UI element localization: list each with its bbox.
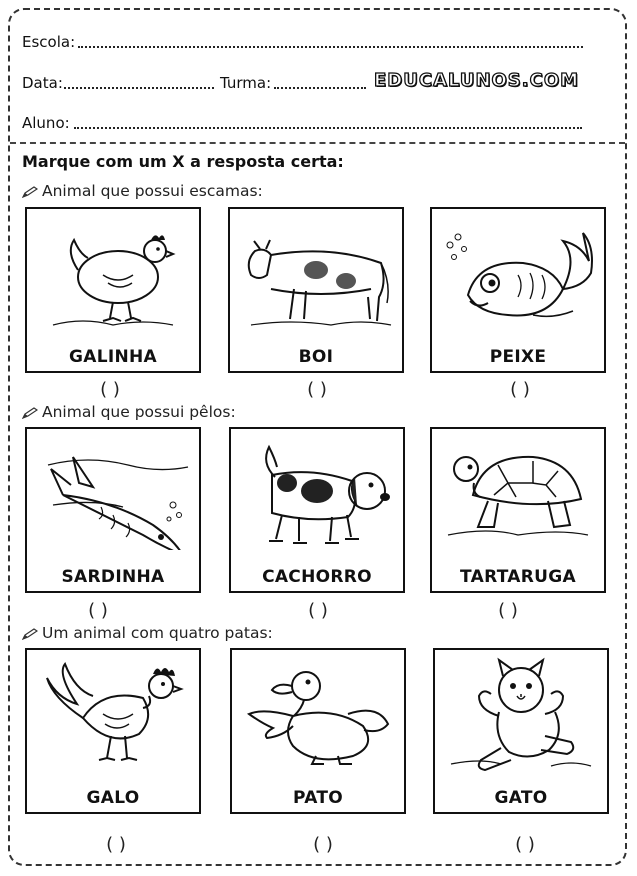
question-3-prompt: Um animal com quatro patas: [42, 624, 273, 642]
option-card-sardinha[interactable] [25, 427, 201, 593]
data-field[interactable] [64, 87, 214, 89]
data-label: Data: [22, 74, 63, 92]
answer-box[interactable]: ( ) [515, 834, 535, 855]
option-card-galinha[interactable] [25, 207, 201, 373]
answer-box[interactable]: ( ) [308, 600, 328, 621]
question-1-prompt: Animal que possui escamas: [42, 182, 263, 200]
option-label: PEIXE [489, 347, 547, 367]
instruction-text: Marque com um X a resposta certa: [22, 152, 344, 171]
hen-icon [33, 215, 193, 330]
rooster-icon [33, 656, 193, 771]
answer-box[interactable]: ( ) [88, 600, 108, 621]
escola-label: Escola: [22, 33, 76, 51]
option-label: GALO [86, 788, 140, 808]
header-separator [10, 142, 625, 144]
duck-icon [238, 656, 398, 771]
sardine-icon [33, 435, 193, 550]
turma-label: Turma: [220, 74, 272, 92]
option-card-gato[interactable] [433, 648, 609, 814]
cat-icon [441, 656, 601, 771]
question-1 [22, 182, 263, 202]
question-3 [22, 624, 273, 644]
fish-icon [438, 215, 598, 330]
aluno-field[interactable] [74, 127, 582, 129]
option-card-peixe[interactable] [430, 207, 606, 373]
turtle-icon [438, 435, 598, 550]
answer-box[interactable]: ( ) [313, 834, 333, 855]
answer-box[interactable]: ( ) [307, 379, 327, 400]
option-label: BOI [298, 347, 334, 367]
option-card-cachorro[interactable] [229, 427, 405, 593]
answer-box[interactable]: ( ) [498, 600, 518, 621]
option-label: CACHORRO [262, 567, 372, 587]
pencil-icon [22, 405, 38, 423]
pencil-icon [22, 626, 38, 644]
answer-box[interactable]: ( ) [510, 379, 530, 400]
aluno-label: Aluno: [22, 114, 70, 132]
answer-box[interactable]: ( ) [100, 379, 120, 400]
question-2-prompt: Animal que possui pêlos: [42, 403, 236, 421]
option-card-tartaruga[interactable] [430, 427, 606, 593]
option-card-galo[interactable] [25, 648, 201, 814]
pencil-icon [22, 184, 38, 202]
option-label: PATO [293, 788, 343, 808]
turma-field[interactable] [274, 87, 366, 89]
answer-box[interactable]: ( ) [106, 834, 126, 855]
option-label: TARTARUGA [460, 567, 576, 587]
ox-icon [236, 215, 396, 330]
option-card-boi[interactable] [228, 207, 404, 373]
escola-field[interactable] [78, 46, 583, 48]
dog-icon [237, 435, 397, 550]
question-2 [22, 403, 236, 423]
educalunos-logo: EDUCALUNOS.COM [374, 70, 580, 91]
option-label: GALINHA [69, 347, 157, 367]
option-card-pato[interactable] [230, 648, 406, 814]
option-label: GATO [494, 788, 548, 808]
option-label: SARDINHA [61, 567, 165, 587]
